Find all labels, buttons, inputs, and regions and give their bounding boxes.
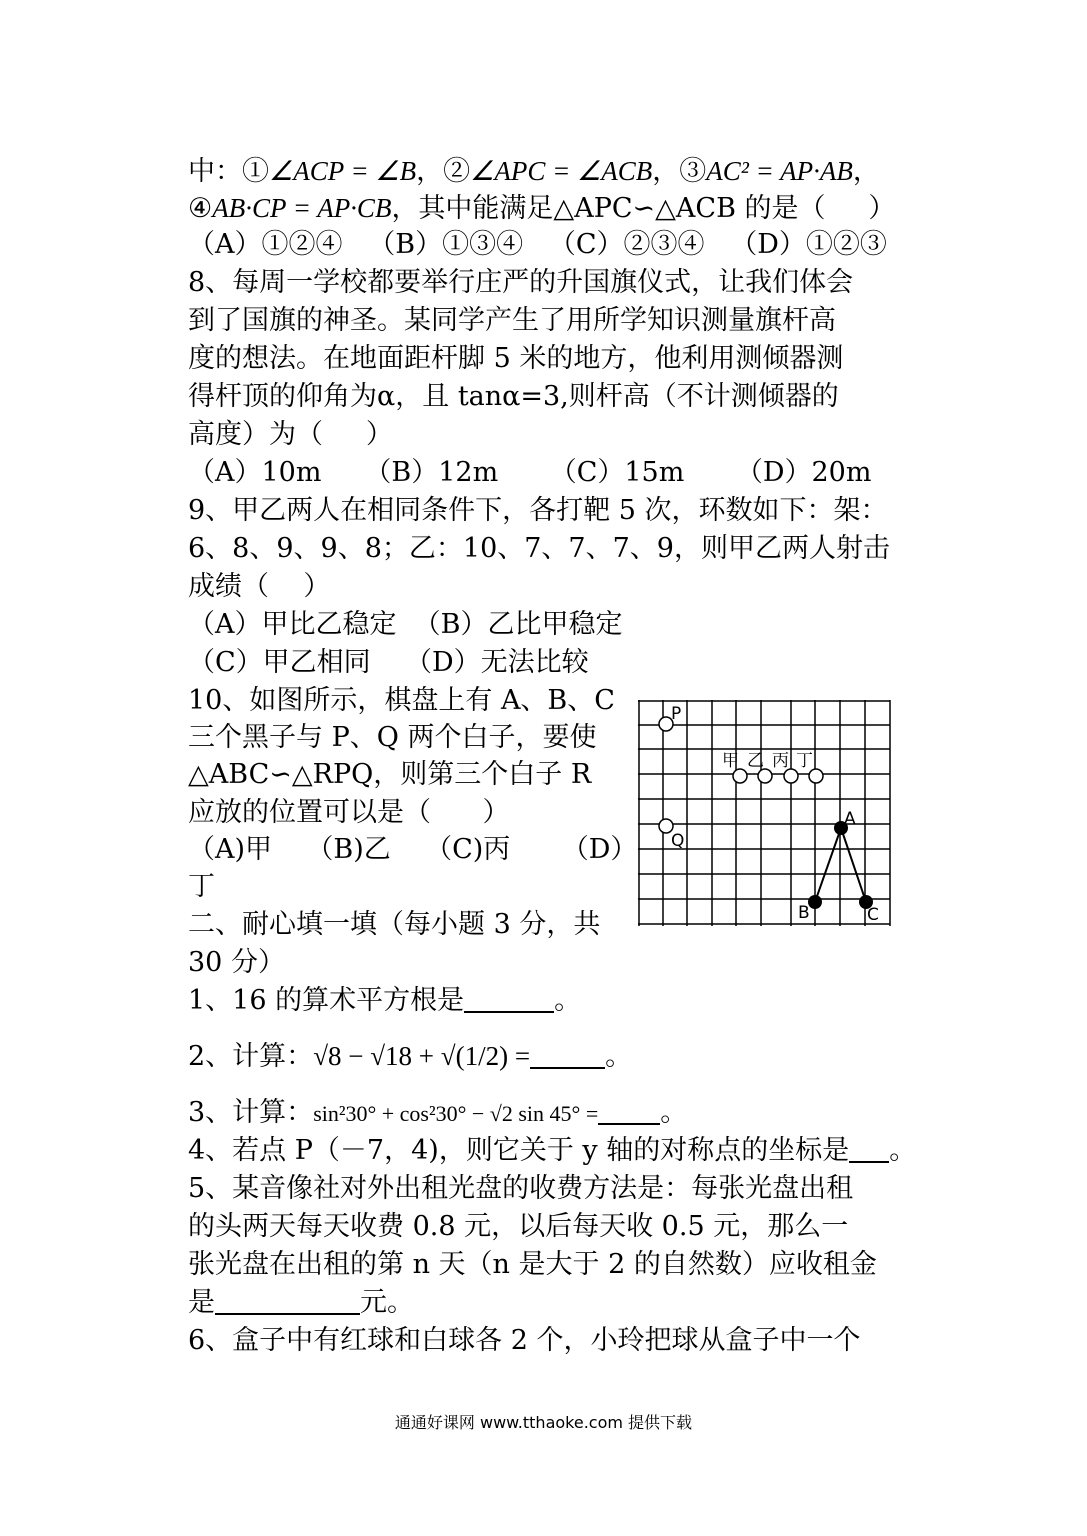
fill-q2 <box>188 1040 632 1073</box>
q7-sep-1: ，② <box>416 156 471 187</box>
segment-ac <box>841 828 866 902</box>
fill-q4 <box>188 1135 916 1167</box>
fill-q3-blank <box>598 1099 660 1125</box>
q8-line-4: 得杆顶的仰角为α，且 tanα=3,则杆高（不计测倾器的 <box>188 381 839 412</box>
fill-q3-text: 3、计算： <box>188 1097 314 1128</box>
label-yi: 乙 <box>747 751 764 771</box>
section2-heading-cont: 30 分） <box>188 947 285 978</box>
fill-q3 <box>188 1097 687 1130</box>
fill-q2-text: 2、计算： <box>188 1041 314 1072</box>
q9-option-c: （C）甲乙相同 <box>188 647 371 678</box>
fill-q4-end: 。 <box>889 1135 917 1166</box>
q9-line-1: 9、甲乙两人在相同条件下，各打靶 5 次，环数如下：架： <box>188 495 888 526</box>
q10-line-2: 三个黑子与 P、Q 两个白子，要使 <box>188 722 597 753</box>
q9-line-3: 成绩（ ） <box>188 571 331 602</box>
fill-q3-expression: sin²30° + cos²30° − √2 sin 45° = <box>313 1101 599 1126</box>
q10-options: （A)甲 （B)乙 （C)丙 （D） <box>188 834 638 865</box>
q7-condition-1: ∠ACP = ∠B <box>269 156 417 186</box>
fill-q5-line-1: 5、某音像社对外出租光盘的收费方法是：每张光盘出租 <box>188 1173 854 1204</box>
q7-condition-2: ∠APC = ∠ACB <box>470 156 653 186</box>
q7-option-b: （B）①③④ <box>368 229 524 260</box>
q9-option-d: （D）无法比较 <box>405 647 589 678</box>
fill-q5-line-2: 的头两天每天收费 0.8 元，以后每天收 0.5 元，那么一 <box>188 1211 849 1242</box>
fill-q5-end: 元。 <box>360 1287 414 1318</box>
q8-option-a: （A）10m <box>188 457 322 488</box>
stone-yi <box>758 769 772 783</box>
q9-option-a: （A）甲比乙稳定 <box>188 609 397 640</box>
label-b: B <box>798 903 810 923</box>
q7-condition-4: AB·CP = AP·CB <box>212 193 392 223</box>
q7-question-text: ，其中能满足△APC∽△ACB 的是（ ） <box>391 193 896 224</box>
label-ding: 丁 <box>796 751 813 771</box>
chessboard-figure <box>638 700 894 928</box>
q7-condition-3: AC² = AP·AB <box>706 156 853 186</box>
q8-options <box>188 457 871 489</box>
q10-line-3: △ABC∽△RPQ，则第三个白子 R <box>188 759 592 790</box>
q8-option-c: （C）15m <box>549 457 685 488</box>
label-p: P <box>671 704 682 724</box>
q7-options <box>188 229 887 261</box>
fill-q1-blank <box>464 987 554 1013</box>
q7-line-1 <box>188 155 880 188</box>
q7-line-2 <box>188 192 895 225</box>
segment-ab <box>815 828 841 902</box>
label-jia: 甲 <box>722 751 739 771</box>
stone-bing <box>784 769 798 783</box>
q8-line-3: 度的想法。在地面距杆脚 5 米的地方，他利用测倾器测 <box>188 343 844 374</box>
stone-b <box>808 895 822 909</box>
q8-line-1: 8、每周一学校都要举行庄严的升国旗仪式，让我们体会 <box>188 267 854 298</box>
fill-q5-blank <box>215 1289 360 1315</box>
q7-sep-2: ，③ <box>652 156 707 187</box>
q9-option-b: （B）乙比甲稳定 <box>413 609 623 640</box>
label-c: C <box>867 905 879 925</box>
q9-options-row-1 <box>188 609 623 641</box>
fill-q5-line-3: 张光盘在出租的第 n 天（n 是大于 2 的自然数）应收租金 <box>188 1249 877 1280</box>
fill-q1-text: 1、16 的算术平方根是 <box>188 985 465 1016</box>
label-a: A <box>844 809 856 829</box>
q7-option-a: （A）①②④ <box>188 229 343 260</box>
q8-option-b: （B）12m <box>364 457 499 488</box>
fill-q2-blank <box>530 1043 605 1069</box>
q7-prefix: 中：① <box>188 156 269 187</box>
q10-options-tail: 丁 <box>188 871 215 902</box>
fill-q1 <box>188 985 581 1017</box>
q9-line-2: 6、8、9、9、8；乙：10、7、7、7、9，则甲乙两人射击 <box>188 533 890 564</box>
label-q: Q <box>671 831 685 851</box>
q7-option-c: （C）②③④ <box>548 229 705 260</box>
stone-ding <box>809 769 823 783</box>
fill-q3-end: 。 <box>660 1097 688 1128</box>
q8-line-2: 到了国旗的神圣。某同学产生了用所学知识测量旗杆高 <box>188 305 836 336</box>
fill-q5-text: 是 <box>188 1287 215 1318</box>
label-bing: 丙 <box>772 751 789 771</box>
q10-line-1: 10、如图所示，棋盘上有 A、B、C <box>188 685 615 716</box>
page-footer: 通通好课网 www.tthaoke.com 提供下载 <box>394 1413 693 1432</box>
q9-options-row-2 <box>188 647 589 679</box>
q7-circle-4: ④ <box>188 193 213 224</box>
section2-heading: 二、耐心填一填（每小题 3 分，共 <box>188 909 601 940</box>
q8-line-5: 高度）为（ ） <box>188 419 393 450</box>
fill-q2-expression: √8 − √18 + √(1/2) = <box>313 1041 531 1071</box>
fill-q6-line-1: 6、盒子中有红球和白球各 2 个，小玲把球从盒子中一个 <box>188 1325 861 1356</box>
q10-line-4: 应放的位置可以是（ ） <box>188 797 510 828</box>
q8-option-d: （D）20m <box>735 457 872 488</box>
fill-q1-end: 。 <box>554 985 582 1016</box>
q7-option-d: （D）①②③ <box>730 229 887 260</box>
fill-q4-blank <box>849 1137 889 1163</box>
q7-sep-3: ， <box>852 156 880 187</box>
fill-q5-line-4 <box>188 1287 414 1319</box>
fill-q2-end: 。 <box>605 1041 633 1072</box>
fill-q4-text: 4、若点 P（－7，4)，则它关于 y 轴的对称点的坐标是 <box>188 1135 850 1166</box>
stone-jia <box>733 769 747 783</box>
